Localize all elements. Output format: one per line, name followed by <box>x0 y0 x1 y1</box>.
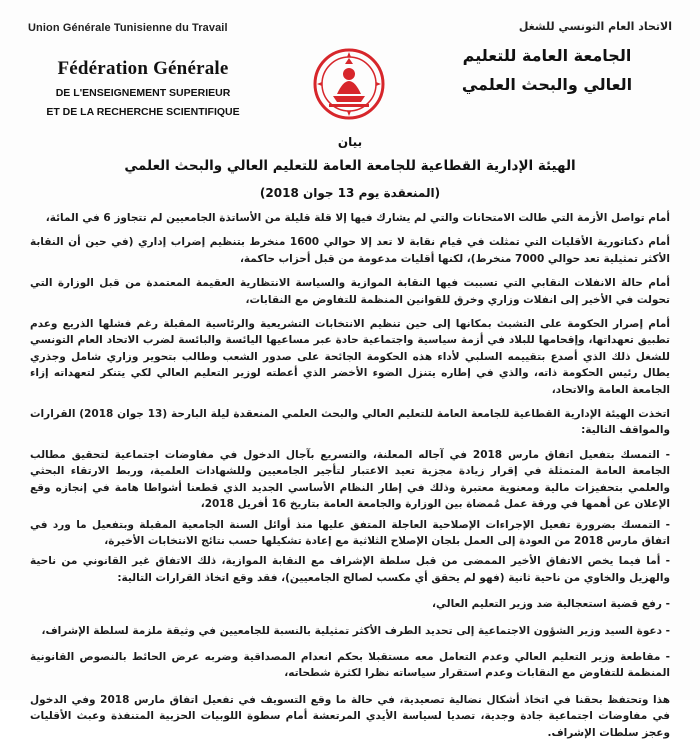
federation-name-fr: Fédération Générale <box>57 58 229 79</box>
closing-paragraph: هذا وتحتفظ بحقنا في اتخاذ أشكال نضالية تصعيدية، في حالة ما وقع التسويف في تفعيل اتفاق مارس 2018 وفي الدخول في مفاوضات اجتماعية جادة وجدية، تصديا لسياسة الأيدي المرتعشة أمام سطوة اللوبيات الحزبية المتنفذة وعبث الأقليات وعجز سلطات الإشراف. <box>30 693 670 739</box>
document-title: الهيئة الإدارية القطاعية للجامعة العامة للتعليم العالي والبحث العلمي <box>124 158 576 174</box>
decision-item: - دعوة السيد وزير الشؤون الاجتماعية إلى تحديد الطرف الأكثر تمثيلية بالنسبة للجامعيين في وثيقة ملزمة لسلطة الإشراف، <box>41 624 670 637</box>
paragraph: أمام إصرار الحكومة على التشبث بمكانها إلى حين تنظيم الانتخابات التشريعية والرئاسية المقبلة رغم فشلها الذريع وعدم تطبيق تعهداتها، وإقحامها للبلاد في أزمة سياسية واجتماعية حادة عبر مساعيها اليائسة والبائسة لضرب الاتحاد العام التونسي للشغل ذلك الذي أصدع بتقييمه السلبي لأداء هذه الحكومة الجائحة على صدور الشعب وطالب بتحوير وزاري شامل وجذري يطال رئيس الحكومة ذاته، والذي في إطاره يتنزل الضوء الأخضر الذي أعطته لوزير التعليم العالي لكي يتنكر لتعهداته إزاء الجامعة العامة والاتحاد، <box>30 318 670 396</box>
ugtt-emblem-icon <box>303 38 395 130</box>
union-name-ar: الاتحاد العام التونسي للشغل <box>518 20 672 33</box>
document-kind: بيان <box>337 135 363 149</box>
federation-line1-fr: DE L'ENSEIGNEMENT SUPERIEUR <box>55 87 231 99</box>
decision-item: - التمسك بضرورة تفعيل الإجراءات الإصلاحية العاجلة المتفق عليها منذ أوائل السنة الجامعية المقبلة وبتفعيل ما ورد في اتفاق مارس 2018 من العودة إلى العمل بلجان الإصلاح الثلاثية مع إعادة تشكيلها حسب نتائج الانتخابات الأخيرة، <box>30 518 670 547</box>
document-body <box>30 210 670 749</box>
decision-item: - التمسك بتفعيل اتفاق مارس 2018 في آجاله المعلنة، والتسريع بآجال الدخول في مفاوضات اجتماعية لتحقيق مطالب الجامعة العامة المتمثلة في إقرار زيادة مجزية تعيد الاعتبار لتأجير الجامعيين وللشهادات العلمية، وربط الارتقاء البحثي والعلمي بتحفيزات مالية ومعنوية معتبرة وذلك في إطار النظام الأساسي الجديد الذي قطعنا أشواطا هامة في إنجازه وقع الإعلان عن أهمها في ورقة عمل مُمضاة بين الوزارة والجامعة العامة بتاريخ 16 أفريل 2018، <box>30 448 670 511</box>
federation-line2-fr: ET DE LA RECHERCHE SCIENTIFIQUE <box>46 106 240 118</box>
decision-item: - رفع قضية استعجالية ضد وزير التعليم العالي، <box>432 598 670 611</box>
document-date: (المنعقدة يوم 13 جوان 2018) <box>259 186 441 200</box>
paragraph: اتخذت الهيئة الإدارية القطاعية للجامعة العامة للتعليم العالي والبحث العلمي المنعقدة ليلة البارحة (13 جوان 2018) القرارات والمواقف التالية: <box>30 408 670 437</box>
federation-line1-ar: الجامعة العامة للتعليم <box>462 46 632 65</box>
header-arabic <box>422 20 672 99</box>
union-name-fr: Union Générale Tunisienne du Travail <box>28 22 228 34</box>
header-french <box>28 22 258 122</box>
decision-item: - أما فيما يخص الاتفاق الأخير الممضى من قبل سلطة الإشراف مع النقابة الموازية، ذلك الاتفاق غير القانوني من ناحية والهزيل والخاوي من ناحية ثانية (فهو لم يحقق أي مكسب لصالح الجامعيين)، فقد وقع اتخاذ القرارات التالية: <box>30 555 670 584</box>
paragraph: أمام حالة الانفلات النقابي التي تسببت فيها النقابة الموازية والسياسة الانتظارية العقيمة المعتمدة من قبل الوزارة التي تحولت في الأخير إلى انفلات وزاري وخرق للقوانين المنظمة للتفاوض مع النقابات، <box>30 277 670 306</box>
paragraph: أمام تواصل الأزمة التي طالت الامتحانات والتي لم يشارك فيها إلا قلة قليلة من الأساتذة الجامعيين لم تتجاوز 6 في المائة، <box>45 212 670 224</box>
decision-item: - مقاطعة وزير التعليم العالي وعدم التعامل معه مستقبلا بحكم انعدام المصداقية وضربه عرض الحائط بالنصوص القانونية المنظمة للتفاوض مع النقابات وعدم استقرار سياساته نظرا لكثرة شطحاته، <box>30 650 670 680</box>
paragraph: أمام دكتاتورية الأقليات التي تمثلت في قيام نقابة لا تعد إلا حوالي 1600 منخرط بتنظيم إضراب إداري (في حين أن النقابة الأكثر تمثيلية تعد حوالي 7000 منخرط)، لكنها أقليات مدعومة من قبل أحزاب حاكمة، <box>30 236 670 265</box>
federation-line2-ar: العالي والبحث العلمي <box>461 75 633 94</box>
